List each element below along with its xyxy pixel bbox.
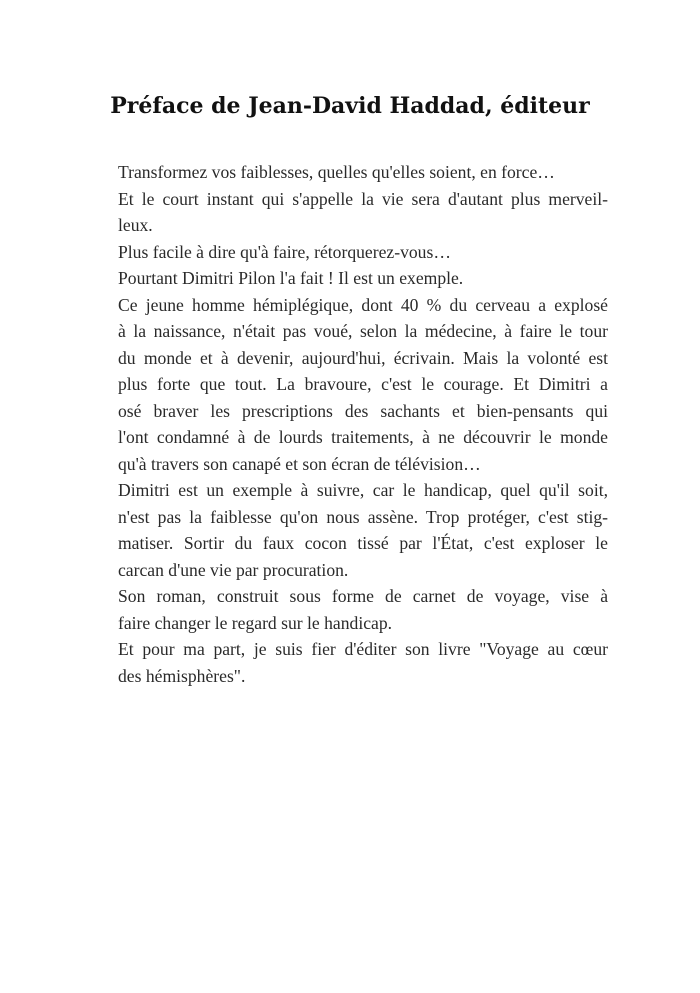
text-line: Pourtant Dimitri Pilon l'a fait ! Il est un exemple. (118, 268, 464, 288)
preface-body (118, 159, 608, 689)
text-line: plus forte que tout. La bravoure, c'est le courage. Et Dimitri a (118, 374, 608, 394)
text-line: leux. (118, 215, 153, 235)
text-line: osé braver les prescriptions des sachants et bien-pensants qui (118, 400, 608, 421)
text-line: des hémisphères". (118, 665, 246, 686)
text-line: du monde et à devenir, aujourd'hui, écrivain. Mais la volonté est (118, 347, 608, 368)
text-line: l'ont condamné à de lourds traitements, à ne découvrir le monde (118, 427, 608, 447)
text-line: Et pour ma part, je suis fier d'éditer son livre "Voyage au cœur (118, 639, 608, 659)
text-line: n'est pas la faiblesse qu'on nous assène. Trop protéger, c'est stig- (118, 506, 608, 527)
text-line: Dimitri est un exemple à suivre, car le handicap, quel qu'il soit, (118, 480, 608, 500)
text-line: à la naissance, n'était pas voué, selon la médecine, à faire le tour (118, 321, 608, 341)
text-line: Ce jeune homme hémiplégique, dont 40 % du cerveau a explosé (118, 294, 608, 315)
text-line: Transformez vos faiblesses, quelles qu'elles soient, en force… (118, 162, 555, 182)
text-line: matiser. Sortir du faux cocon tissé par l'État, c'est exploser le (118, 533, 608, 553)
text-line: carcan d'une vie par procuration. (118, 559, 349, 580)
text-line: Et le court instant qui s'appelle la vie sera d'autant plus merveil- (118, 188, 608, 209)
text-line: qu'à travers son canapé et son écran de télévision… (118, 453, 481, 474)
text-line: faire changer le regard sur le handicap. (118, 612, 393, 633)
text-line: Plus facile à dire qu'à faire, rétorquerez-vous… (118, 241, 451, 262)
text-line: Son roman, construit sous forme de carnet de voyage, vise à (118, 586, 608, 606)
preface-title: Préface de Jean-David Haddad, éditeur (110, 93, 590, 119)
